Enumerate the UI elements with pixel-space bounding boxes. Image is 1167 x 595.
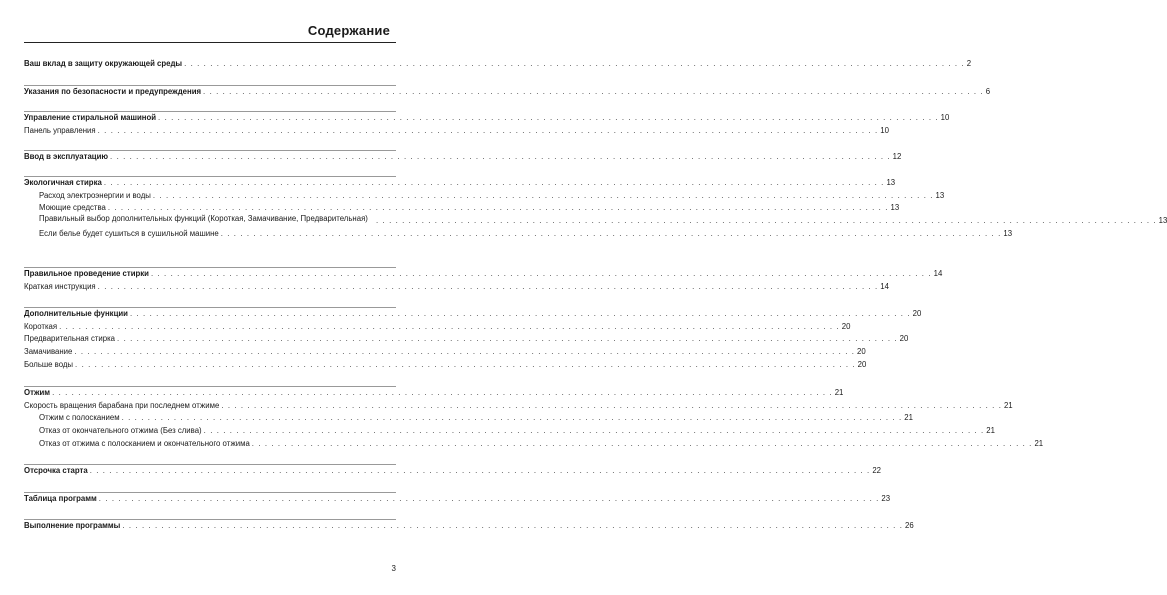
toc-entry-label: Отказ от отжима с полосканием и окончательного отжима: [39, 438, 250, 448]
toc-leader-dots: . . . . . . . . . . . . . . . . . . . . . . . . . . . . . . . . . . . . . . . . . . . . . . . . . . . . . . . . . . . . . . . . . . . . . . . . . . . . . . . . . . . . . . . . . . . . . . . . . . . . . . . . . . . . . . . . . . . . . . . .: [158, 112, 939, 122]
toc-entry[interactable]: [24, 279, 889, 292]
toc-leader-dots: . . . . . . . . . . . . . . . . . . . . . . . . . . . . . . . . . . . . . . . . . . . . . . . . . . . . . . . . . . . . . . . . . . . . . . . . . . . . . . . . . . . . . . . . . . . . . . . . . . . . . . . . . . . . . . . . . . . . . . . .: [376, 216, 1157, 226]
toc-entry[interactable]: [24, 344, 866, 357]
toc-entry-label: Отказ от окончательного отжима (Без слива): [39, 426, 202, 436]
toc-entry[interactable]: [24, 123, 889, 136]
toc-entry-label: Правильное проведение стирки: [24, 268, 149, 278]
toc-entry-page: 22: [872, 465, 882, 475]
toc-heading-entry[interactable]: [24, 491, 891, 504]
toc-entry-page: 21: [834, 387, 844, 397]
toc-entry-label: Экологичная стирка: [24, 177, 102, 187]
toc-entry-page: 6: [985, 86, 991, 96]
toc-leader-dots: . . . . . . . . . . . . . . . . . . . . . . . . . . . . . . . . . . . . . . . . . . . . . . . . . . . . . . . . . . . . . . . . . . . . . . . . . . . . . . . . . . . . . . . . . . . . . . . . . . . . . . . . . . . . . . . . . . . . . . . .: [89, 465, 871, 475]
toc-section: [24, 306, 922, 370]
toc-entry-label: Панель управления: [24, 125, 96, 135]
toc-leader-dots: . . . . . . . . . . . . . . . . . . . . . . . . . . . . . . . . . . . . . . . . . . . . . . . . . . . . . . . . . . . . . . . . . . . . . . . . . . . . . . . . . . . . . . . . . . . . . . . . . . . . . . . . . . . . . . . . . . . . . . . .: [75, 359, 856, 369]
toc-section: [24, 463, 882, 476]
toc-leader-dots: . . . . . . . . . . . . . . . . . . . . . . . . . . . . . . . . . . . . . . . . . . . . . . . . . . . . . . . . . . . . . . . . . . . . . . . . . . . . . . . . . . . . . . . . . . . . . . . . . . . . . . . . . . . . . . . . . . . . . . . .: [184, 58, 965, 68]
toc-entry-page: 14: [880, 281, 889, 291]
toc-entry-page: 20: [841, 321, 851, 331]
toc-entry-page: 20: [857, 347, 866, 357]
toc-section: [24, 266, 943, 292]
toc-heading-entry[interactable]: [24, 149, 902, 162]
toc-section: [24, 110, 950, 136]
toc-leader-dots: . . . . . . . . . . . . . . . . . . . . . . . . . . . . . . . . . . . . . . . . . . . . . . . . . . . . . . . . . . . . . . . . . . . . . . . . . . . . . . . . . . . . . . . . . . . . . . . . . . . . . . . . . . . . . . . . . . . . . . . .: [220, 228, 1002, 238]
page-number: 3: [391, 564, 396, 573]
toc-leader-dots: . . . . . . . . . . . . . . . . . . . . . . . . . . . . . . . . . . . . . . . . . . . . . . . . . . . . . . . . . . . . . . . . . . . . . . . . . . . . . . . . . . . . . . . . . . . . . . . . . . . . . . . . . . . . . . . . . . . . . . . .: [203, 426, 985, 436]
toc-leader-dots: . . . . . . . . . . . . . . . . . . . . . . . . . . . . . . . . . . . . . . . . . . . . . . . . . . . . . . . . . . . . . . . . . . . . . . . . . . . . . . . . . . . . . . . . . . . . . . . . . . . . . . . . . . . . . . . . . . . . . . . .: [203, 86, 984, 96]
toc-entry[interactable]: [24, 319, 851, 332]
page-title: Содержание: [307, 23, 390, 38]
toc-entry-label: Больше воды: [24, 359, 74, 369]
toc-heading-entry[interactable]: [24, 110, 950, 123]
toc-entry-label: Указания по безопасности и предупреждения: [24, 86, 202, 96]
toc-entry[interactable]: [24, 423, 995, 436]
toc-leader-dots: . . . . . . . . . . . . . . . . . . . . . . . . . . . . . . . . . . . . . . . . . . . . . . . . . . . . . . . . . . . . . . . . . . . . . . . . . . . . . . . . . . . . . . . . . . . . . . . . . . . . . . . . . . . . . . . . . . . . . . . .: [251, 438, 1033, 448]
toc-entry-page: 10: [880, 125, 889, 135]
toc-leader-dots: . . . . . . . . . . . . . . . . . . . . . . . . . . . . . . . . . . . . . . . . . . . . . . . . . . . . . . . . . . . . . . . . . . . . . . . . . . . . . . . . . . . . . . . . . . . . . . . . . . . . . . . . . . . . . . . . . . . . . . . .: [122, 520, 903, 530]
toc-section: [24, 491, 891, 504]
toc-leader-dots: . . . . . . . . . . . . . . . . . . . . . . . . . . . . . . . . . . . . . . . . . . . . . . . . . . . . . . . . . . . . . . . . . . . . . . . . . . . . . . . . . . . . . . . . . . . . . . . . . . . . . . . . . . . . . . . . . . . . . . . .: [98, 493, 880, 503]
toc-leader-dots: . . . . . . . . . . . . . . . . . . . . . . . . . . . . . . . . . . . . . . . . . . . . . . . . . . . . . . . . . . . . . . . . . . . . . . . . . . . . . . . . . . . . . . . . . . . . . . . . . . . . . . . . . . . . . . . . . . . . . . . .: [110, 151, 891, 161]
toc-section: [24, 385, 1044, 449]
toc-entry[interactable]: [24, 398, 1013, 411]
toc-entry-page: 20: [899, 334, 909, 344]
toc-leader-dots: . . . . . . . . . . . . . . . . . . . . . . . . . . . . . . . . . . . . . . . . . . . . . . . . . . . . . . . . . . . . . . . . . . . . . . . . . . . . . . . . . . . . . . . . . . . . . . . . . . . . . . . . . . . . . . . . . . . . . . . .: [152, 190, 934, 200]
toc-leader-dots: . . . . . . . . . . . . . . . . . . . . . . . . . . . . . . . . . . . . . . . . . . . . . . . . . . . . . . . . . . . . . . . . . . . . . . . . . . . . . . . . . . . . . . . . . . . . . . . . . . . . . . . . . . . . . . . . . . . . . . . .: [97, 281, 879, 291]
toc-leader-dots: . . . . . . . . . . . . . . . . . . . . . . . . . . . . . . . . . . . . . . . . . . . . . . . . . . . . . . . . . . . . . . . . . . . . . . . . . . . . . . . . . . . . . . . . . . . . . . . . . . . . . . . . . . . . . . . . . . . . . . . .: [59, 321, 840, 331]
toc-entry-page: 13: [890, 203, 900, 213]
toc-entry-label: Замачивание: [24, 347, 73, 357]
toc-heading-entry[interactable]: [24, 463, 882, 476]
toc-section: [24, 84, 991, 97]
toc-heading-entry[interactable]: [24, 266, 943, 279]
toc-entry-label: Отжим: [24, 387, 51, 397]
toc-entry-page: 13: [1158, 216, 1167, 226]
toc-entry[interactable]: [24, 332, 909, 345]
toc-leader-dots: . . . . . . . . . . . . . . . . . . . . . . . . . . . . . . . . . . . . . . . . . . . . . . . . . . . . . . . . . . . . . . . . . . . . . . . . . . . . . . . . . . . . . . . . . . . . . . . . . . . . . . . . . . . . . . . . . . . . . . . .: [103, 177, 885, 187]
toc-heading-entry[interactable]: [24, 518, 914, 531]
toc-entry-label: Таблица программ: [24, 493, 97, 503]
toc-entry-label: Ваш вклад в защиту окружающей среды: [24, 58, 183, 68]
title-divider: [24, 42, 396, 43]
toc-leader-dots: . . . . . . . . . . . . . . . . . . . . . . . . . . . . . . . . . . . . . . . . . . . . . . . . . . . . . . . . . . . . . . . . . . . . . . . . . . . . . . . . . . . . . . . . . . . . . . . . . . . . . . . . . . . . . . . . . . . . . . . .: [97, 125, 879, 135]
toc-entry-label: Моющие средства: [39, 203, 106, 213]
toc-entry[interactable]: [24, 411, 913, 424]
toc-entry-page: 21: [1034, 438, 1044, 448]
toc-entry-page: 20: [857, 359, 867, 369]
toc-leader-dots: . . . . . . . . . . . . . . . . . . . . . . . . . . . . . . . . . . . . . . . . . . . . . . . . . . . . . . . . . . . . . . . . . . . . . . . . . . . . . . . . . . . . . . . . . . . . . . . . . . . . . . . . . . . . . . . . . . . . . . . .: [117, 334, 898, 344]
toc-entry-label: Правильный выбор дополнительных функций (Короткая, Замачивание, Предварительная): [39, 214, 368, 224]
toc-leader-dots: . . . . . . . . . . . . . . . . . . . . . . . . . . . . . . . . . . . . . . . . . . . . . . . . . . . . . . . . . . . . . . . . . . . . . . . . . . . . . . . . . . . . . . . . . . . . . . . . . . . . . . . . . . . . . . . . . . . . . . . .: [107, 203, 889, 213]
toc-entry-label: Если белье будет сушиться в сушильной машине: [39, 228, 219, 238]
toc-entry-page: 14: [933, 268, 943, 278]
toc-leader-dots: . . . . . . . . . . . . . . . . . . . . . . . . . . . . . . . . . . . . . . . . . . . . . . . . . . . . . . . . . . . . . . . . . . . . . . . . . . . . . . . . . . . . . . . . . . . . . . . . . . . . . . . . . . . . . . . . . . . . . . . .: [150, 268, 932, 278]
toc-section: [24, 149, 902, 162]
toc-heading-entry[interactable]: [24, 56, 972, 69]
toc-entry-page: 21: [904, 413, 913, 423]
toc-entry-label: Короткая: [24, 321, 58, 331]
toc-entry-label: Расход электроэнергии и воды: [39, 190, 151, 200]
toc-entry-page: 20: [912, 308, 922, 318]
toc-entry-label: Предварительная стирка: [24, 334, 116, 344]
toc-entry-page: 21: [986, 426, 995, 436]
toc-entry-page: 12: [892, 151, 902, 161]
toc-heading-entry[interactable]: [24, 175, 896, 188]
toc-entry-page: 23: [881, 493, 891, 503]
toc-entry-label: Отжим с полосканием: [39, 413, 120, 423]
toc-entry-page: 21: [1003, 400, 1013, 410]
toc-heading-entry[interactable]: [24, 385, 844, 398]
toc-leader-dots: . . . . . . . . . . . . . . . . . . . . . . . . . . . . . . . . . . . . . . . . . . . . . . . . . . . . . . . . . . . . . . . . . . . . . . . . . . . . . . . . . . . . . . . . . . . . . . . . . . . . . . . . . . . . . . . . . . . . . . . .: [129, 308, 911, 318]
toc-entry-label: Управление стиральной машиной: [24, 112, 157, 122]
toc-entry[interactable]: [24, 188, 945, 201]
toc-entry-label: Скорость вращения барабана при последнем отжиме: [24, 400, 220, 410]
toc-entry[interactable]: [24, 201, 900, 214]
toc-entry-label: Отсрочка старта: [24, 465, 88, 475]
toc-entry[interactable]: [24, 436, 1044, 449]
toc-entry-label: Краткая инструкция: [24, 281, 96, 291]
toc-entry[interactable]: [24, 226, 1013, 239]
toc-heading-entry[interactable]: [24, 306, 922, 319]
toc-entry-page: 10: [940, 112, 950, 122]
toc-section: [24, 175, 1167, 239]
toc-section: [24, 56, 972, 69]
toc-entry[interactable]: [24, 357, 867, 370]
toc-entry-label: Дополнительные функции: [24, 308, 128, 318]
toc-entry-label: Ввод в эксплуатацию: [24, 151, 109, 161]
toc-entry[interactable]: [24, 213, 1167, 226]
toc-entry-page: 13: [935, 190, 945, 200]
toc-entry-page: 13: [886, 177, 896, 187]
toc-leader-dots: . . . . . . . . . . . . . . . . . . . . . . . . . . . . . . . . . . . . . . . . . . . . . . . . . . . . . . . . . . . . . . . . . . . . . . . . . . . . . . . . . . . . . . . . . . . . . . . . . . . . . . . . . . . . . . . . . . . . . . . .: [221, 400, 1002, 410]
toc-entry-page: 13: [1003, 228, 1013, 238]
toc-entry-page: 26: [905, 520, 914, 530]
toc-entry-label: Выполнение программы: [24, 520, 121, 530]
toc-heading-entry[interactable]: [24, 84, 991, 97]
toc-entry-page: 2: [966, 58, 972, 68]
toc-section: [24, 518, 914, 531]
toc-leader-dots: . . . . . . . . . . . . . . . . . . . . . . . . . . . . . . . . . . . . . . . . . . . . . . . . . . . . . . . . . . . . . . . . . . . . . . . . . . . . . . . . . . . . . . . . . . . . . . . . . . . . . . . . . . . . . . . . . . . . . . . .: [74, 347, 856, 357]
toc-leader-dots: . . . . . . . . . . . . . . . . . . . . . . . . . . . . . . . . . . . . . . . . . . . . . . . . . . . . . . . . . . . . . . . . . . . . . . . . . . . . . . . . . . . . . . . . . . . . . . . . . . . . . . . . . . . . . . . . . . . . . . . .: [52, 387, 833, 397]
toc-leader-dots: . . . . . . . . . . . . . . . . . . . . . . . . . . . . . . . . . . . . . . . . . . . . . . . . . . . . . . . . . . . . . . . . . . . . . . . . . . . . . . . . . . . . . . . . . . . . . . . . . . . . . . . . . . . . . . . . . . . . . . . .: [121, 413, 903, 423]
